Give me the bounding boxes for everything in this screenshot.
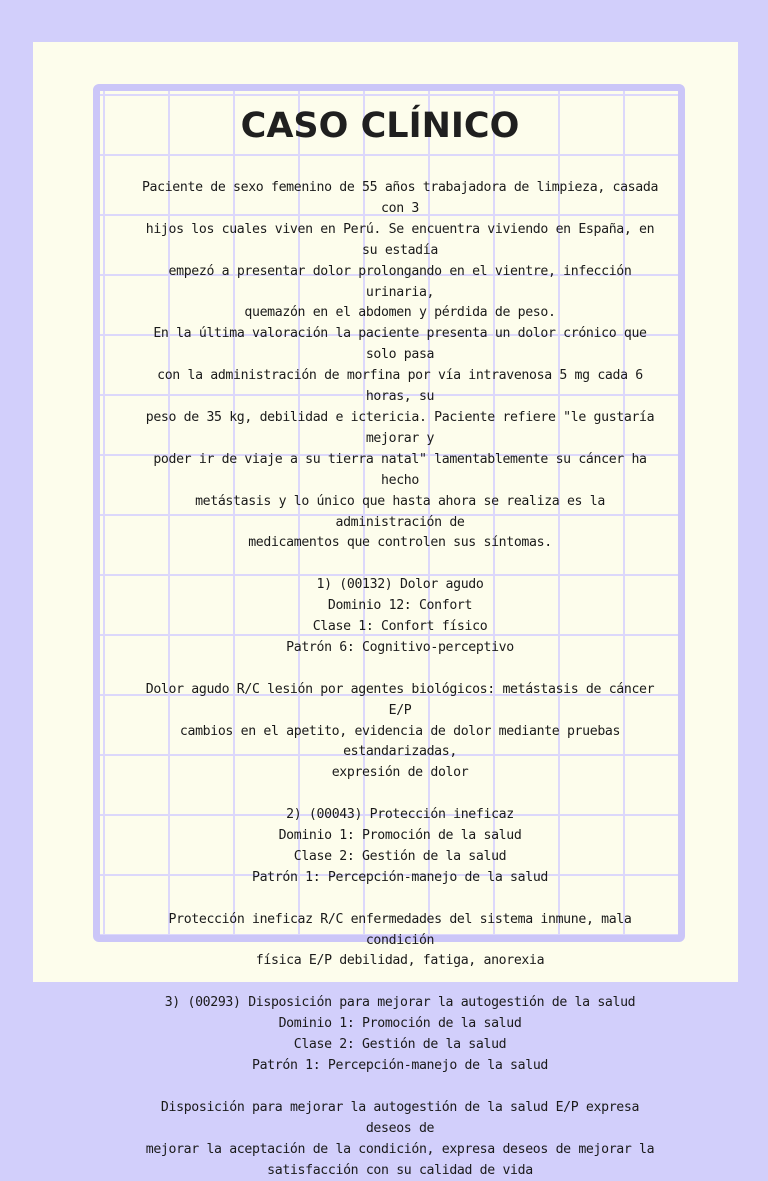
diagnosis-2-header bbox=[140, 805, 660, 889]
text-line: Clase 2: Gestión de la salud bbox=[140, 847, 660, 868]
diagnosis-1-statement bbox=[140, 680, 660, 785]
text-line: Dominio 1: Promoción de la salud bbox=[140, 826, 660, 847]
text-line: poder ir de viaje a su tierra natal" lamentablemente su cáncer ha hecho bbox=[140, 450, 660, 492]
text-line: hijos los cuales viven en Perú. Se encuentra viviendo en España, en su estadía bbox=[140, 220, 660, 262]
text-line: metástasis y lo único que hasta ahora se realiza es la administración de bbox=[140, 492, 660, 534]
text-line: En la última valoración la paciente presenta un dolor crónico que solo pasa bbox=[140, 324, 660, 366]
text-line: Paciente de sexo femenino de 55 años trabajadora de limpieza, casada con 3 bbox=[140, 178, 660, 220]
spacer bbox=[140, 784, 660, 805]
spacer bbox=[140, 889, 660, 910]
text-line: peso de 35 kg, debilidad e ictericia. Paciente refiere "le gustaría mejorar y bbox=[140, 408, 660, 450]
text-line: Dolor agudo R/C lesión por agentes biológicos: metástasis de cáncer E/P bbox=[140, 680, 660, 722]
spacer bbox=[140, 554, 660, 575]
spacer bbox=[140, 972, 660, 993]
text-line: quemazón en el abdomen y pérdida de peso. bbox=[140, 303, 660, 324]
diagnosis-2-statement bbox=[140, 910, 660, 973]
text-line: mejorar la aceptación de la condición, expresa deseos de mejorar la bbox=[140, 1140, 660, 1161]
text-line: satisfacción con su calidad de vida bbox=[140, 1161, 660, 1181]
text-line: con la administración de morfina por vía intravenosa 5 mg cada 6 horas, su bbox=[140, 366, 660, 408]
text-line: empezó a presentar dolor prolongando en el vientre, infección urinaria, bbox=[140, 262, 660, 304]
text-line: física E/P debilidad, fatiga, anorexia bbox=[140, 951, 660, 972]
text-line: Clase 2: Gestión de la salud bbox=[140, 1035, 660, 1056]
diagnosis-1-header bbox=[140, 575, 660, 659]
text-line: Dominio 12: Confort bbox=[140, 596, 660, 617]
page-title: CASO CLÍNICO bbox=[0, 106, 760, 146]
text-line: expresión de dolor bbox=[140, 763, 660, 784]
spacer bbox=[140, 659, 660, 680]
text-line: Patrón 1: Percepción-manejo de la salud bbox=[140, 1056, 660, 1077]
text-line: medicamentos que controlen sus síntomas. bbox=[140, 533, 660, 554]
text-line: cambios en el apetito, evidencia de dolor mediante pruebas estandarizadas, bbox=[140, 722, 660, 764]
text-line: Patrón 1: Percepción-manejo de la salud bbox=[140, 868, 660, 889]
text-line: 2) (00043) Protección ineficaz bbox=[140, 805, 660, 826]
text-line: 3) (00293) Disposición para mejorar la autogestión de la salud bbox=[140, 993, 660, 1014]
text-line: Disposición para mejorar la autogestión de la salud E/P expresa deseos de bbox=[140, 1098, 660, 1140]
text-line: Dominio 1: Promoción de la salud bbox=[140, 1014, 660, 1035]
diagnosis-3-header bbox=[140, 993, 660, 1077]
case-description bbox=[140, 178, 660, 554]
document-body bbox=[140, 178, 660, 1181]
diagnosis-3-statement bbox=[140, 1098, 660, 1181]
text-line: Clase 1: Confort físico bbox=[140, 617, 660, 638]
text-line: Patrón 6: Cognitivo-perceptivo bbox=[140, 638, 660, 659]
text-line: Protección ineficaz R/C enfermedades del sistema inmune, mala condición bbox=[140, 910, 660, 952]
spacer bbox=[140, 1077, 660, 1098]
text-line: 1) (00132) Dolor agudo bbox=[140, 575, 660, 596]
